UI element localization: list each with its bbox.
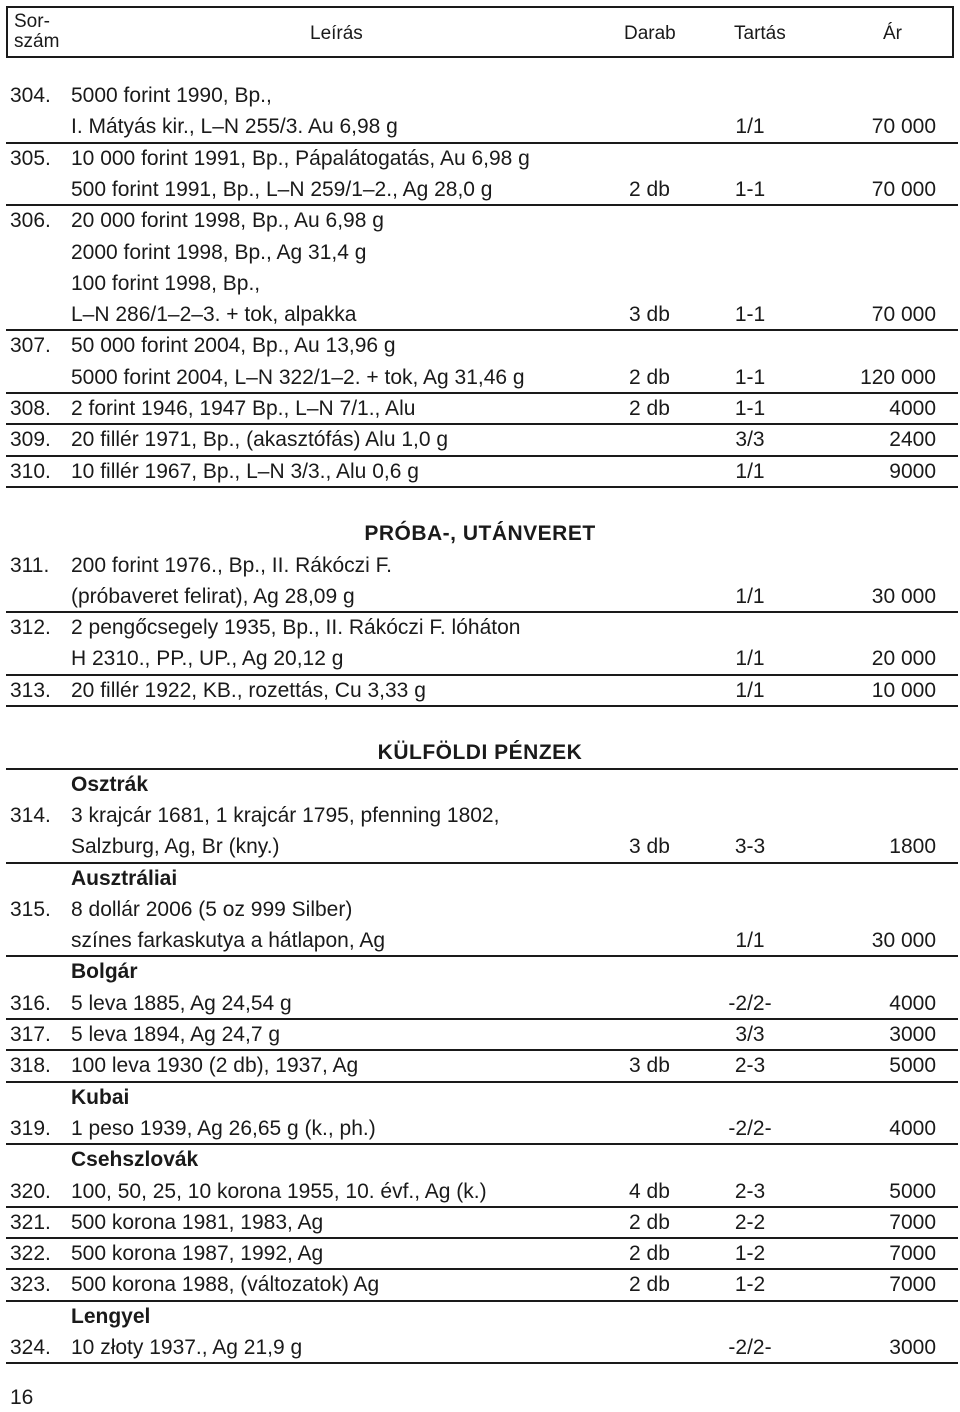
item-number: 319.: [10, 1116, 51, 1140]
item-condition: 2-3: [734, 1179, 766, 1203]
item-description: színes farkaskutya a hátlapon, Ag: [71, 929, 386, 953]
item-price: 70 000: [871, 177, 936, 201]
table-row: [0, 1019, 960, 1050]
row-separator: [6, 486, 958, 488]
item-condition: 1/1: [735, 459, 765, 483]
item-description: 3 krajcár 1681, 1 krajcár 1795, pfenning 1802,: [71, 803, 500, 827]
item-number: 309.: [10, 428, 51, 452]
item-price: 20 000: [871, 647, 936, 671]
item-condition: 1-1: [734, 177, 766, 201]
item-description: 20 000 forint 1998, Bp., Au 6,98 g: [71, 209, 384, 233]
item-price: 7000: [889, 1210, 936, 1234]
table-row: [0, 424, 960, 455]
item-number: 324.: [10, 1336, 51, 1359]
item-description: Salzburg, Ag, Br (kny.): [71, 835, 280, 859]
item-description: 2 forint 1946, 1947 Bp., L–N 7/1., Alu: [71, 397, 416, 420]
item-price: 70 000: [871, 303, 936, 327]
item-description: L–N 286/1–2–3. + tok, alpakka: [71, 303, 357, 327]
table-row: [0, 143, 960, 174]
country-heading: Lengyel: [71, 1304, 151, 1328]
item-description: 500 korona 1987, 1992, Ag: [71, 1242, 324, 1266]
item-description: (próbaveret felirat), Ag 28,09 g: [71, 584, 355, 608]
item-quantity: 3 db: [629, 835, 670, 859]
item-price: 7000: [889, 1273, 936, 1297]
country-heading: Ausztráliai: [71, 866, 178, 890]
item-quantity: 2 db: [629, 1210, 670, 1234]
item-number: 318.: [10, 1054, 51, 1078]
item-description: 100, 50, 25, 10 korona 1955, 10. évf., Ag (k.): [71, 1179, 487, 1203]
item-number: 312.: [10, 616, 51, 640]
item-condition: 1-1: [734, 303, 766, 327]
item-description: 2000 forint 1998, Bp., Ag 31,4 g: [71, 240, 367, 264]
table-row: [0, 1238, 960, 1269]
table-row: [0, 925, 960, 956]
row-separator: [6, 1081, 958, 1083]
item-condition: 1-2: [734, 1242, 766, 1266]
table-header: [6, 6, 954, 58]
item-number: 313.: [10, 678, 51, 702]
item-number: 323.: [10, 1273, 51, 1297]
item-number: 322.: [10, 1242, 51, 1266]
item-description: 20 fillér 1971, Bp., (akasztófás) Alu 1,0 g: [71, 428, 449, 452]
item-description: 20 fillér 1922, KB., rozettás, Cu 3,33 g: [71, 678, 426, 702]
item-condition: -2/2-: [728, 1336, 772, 1359]
item-price: 30 000: [871, 584, 936, 608]
item-condition: 1/1: [735, 115, 765, 139]
item-description: I. Mátyás kir., L–N 255/3. Au 6,98 g: [71, 115, 398, 139]
section-title-proba: PRÓBA-, UTÁNVERET: [364, 522, 596, 546]
country-heading: Kubai: [71, 1085, 130, 1109]
table-row: [0, 1332, 960, 1363]
item-price: 10 000: [871, 678, 936, 702]
table-row: [0, 268, 960, 299]
item-description: 8 dollár 2006 (5 oz 999 Silber): [71, 897, 353, 921]
item-number: 315.: [10, 897, 51, 921]
table-row: [0, 393, 960, 424]
item-description: 5 leva 1894, Ag 24,7 g: [71, 1023, 281, 1046]
item-quantity: 2 db: [629, 1273, 670, 1297]
item-price: 5000: [889, 1054, 936, 1078]
table-row: [0, 1176, 960, 1207]
item-price: 3000: [889, 1023, 936, 1046]
item-description: H 2310., PP., UP., Ag 20,12 g: [71, 647, 344, 671]
country-heading: Bolgár: [71, 960, 138, 984]
item-quantity: 3 db: [629, 1054, 670, 1078]
country-heading: Osztrák: [71, 772, 149, 796]
item-condition: 3-3: [734, 835, 766, 859]
table-row: [0, 80, 960, 111]
item-condition: 1/1: [735, 678, 765, 702]
item-price: 1800: [889, 835, 936, 859]
row-separator: [6, 705, 958, 707]
header-num-line-1: Sor-: [14, 11, 50, 32]
header-num: [14, 12, 74, 52]
header-quantity: Darab: [624, 23, 676, 44]
table-row: [0, 330, 960, 361]
item-condition: 1-1: [734, 397, 766, 420]
table-row: [0, 643, 960, 674]
item-description: 5 leva 1885, Ag 24,54 g: [71, 991, 292, 1015]
item-description: 100 leva 1930 (2 db), 1937, Ag: [71, 1054, 359, 1078]
table-row: [0, 894, 960, 925]
item-number: 317.: [10, 1023, 51, 1046]
item-number: 308.: [10, 397, 51, 420]
item-price: 70 000: [871, 115, 936, 139]
header-condition: Tartás: [734, 23, 786, 44]
item-price: 4000: [889, 991, 936, 1015]
table-row: [0, 362, 960, 393]
table-row: [0, 675, 960, 706]
page-number: 16: [10, 1386, 34, 1409]
item-price: 30 000: [871, 929, 936, 953]
table-row: [0, 831, 960, 862]
item-condition: 2-3: [734, 1054, 766, 1078]
item-number: 304.: [10, 84, 51, 107]
header-num-line-2: szám: [14, 31, 60, 52]
table-row: [0, 1050, 960, 1081]
item-number: 307.: [10, 334, 51, 358]
header-description: Leírás: [310, 23, 363, 44]
item-description: 500 korona 1981, 1983, Ag: [71, 1210, 324, 1234]
item-condition: -2/2-: [728, 991, 772, 1015]
table-row: [0, 988, 960, 1019]
item-quantity: 2 db: [629, 177, 670, 201]
item-condition: 1/1: [735, 584, 765, 608]
item-price: 2400: [889, 428, 936, 452]
item-price: 7000: [889, 1242, 936, 1266]
table-row: [0, 111, 960, 142]
item-number: 311.: [10, 553, 50, 577]
row-separator: [6, 955, 958, 957]
section-title-foreign: KÜLFÖLDI PÉNZEK: [377, 741, 583, 765]
item-price: 3000: [889, 1336, 936, 1359]
item-description: 10 fillér 1967, Bp., L–N 3/3., Alu 0,6 g: [71, 459, 419, 483]
row-separator: [6, 768, 958, 770]
item-description: 5000 forint 2004, L–N 322/1–2. + tok, Ag 31,46 g: [71, 365, 525, 389]
header-price: Ár: [883, 23, 902, 44]
item-quantity: 2 db: [629, 365, 670, 389]
item-condition: 1-2: [734, 1273, 766, 1297]
item-number: 314.: [10, 803, 51, 827]
table-row: [0, 456, 960, 487]
table-row: [0, 205, 960, 236]
item-description: 100 forint 1998, Bp.,: [71, 271, 261, 295]
item-number: 310.: [10, 459, 51, 483]
item-description: 500 forint 1991, Bp., L–N 259/1–2., Ag 28,0 g: [71, 177, 493, 201]
item-number: 316.: [10, 991, 51, 1015]
table-row: [0, 174, 960, 205]
table-row: [0, 550, 960, 581]
table-row: [0, 1113, 960, 1144]
item-price: 9000: [889, 459, 936, 483]
table-row: [0, 1207, 960, 1238]
item-quantity: 4 db: [629, 1179, 670, 1203]
item-number: 321.: [10, 1210, 51, 1234]
item-price: 4000: [889, 397, 936, 420]
item-price: 4000: [889, 1116, 936, 1140]
item-price: 120 000: [860, 365, 936, 389]
item-description: 200 forint 1976., Bp., II. Rákóczi F.: [71, 553, 392, 577]
item-number: 306.: [10, 209, 51, 233]
item-number: 320.: [10, 1179, 51, 1203]
item-condition: 3/3: [735, 1023, 765, 1046]
item-quantity: 2 db: [629, 397, 670, 420]
item-description: 10 000 forint 1991, Bp., Pápalátogatás, Au 6,98 g: [71, 146, 530, 170]
item-condition: 1/1: [735, 929, 765, 953]
item-number: 305.: [10, 146, 51, 170]
item-description: 5000 forint 1990, Bp.,: [71, 84, 272, 107]
country-heading: Csehszlovák: [71, 1148, 199, 1172]
item-condition: 3/3: [735, 428, 765, 452]
table-row: [0, 1269, 960, 1300]
item-price: 5000: [889, 1179, 936, 1203]
item-description: 500 korona 1988, (változatok) Ag: [71, 1273, 380, 1297]
table-row: [0, 612, 960, 643]
item-quantity: 3 db: [629, 303, 670, 327]
item-description: 10 złoty 1937., Ag 21,9 g: [71, 1336, 303, 1359]
table-row: [0, 800, 960, 831]
table-row: [0, 237, 960, 268]
table-row: [0, 581, 960, 612]
item-condition: 1/1: [735, 647, 765, 671]
item-condition: -2/2-: [728, 1116, 772, 1140]
item-quantity: 2 db: [629, 1242, 670, 1266]
item-condition: 2-2: [734, 1210, 766, 1234]
item-condition: 1-1: [734, 365, 766, 389]
item-description: 1 peso 1939, Ag 26,65 g (k., ph.): [71, 1116, 376, 1140]
table-row: [0, 299, 960, 330]
row-separator: [6, 1362, 958, 1364]
item-description: 2 pengőcsegely 1935, Bp., II. Rákóczi F. lóháton: [71, 616, 521, 640]
item-description: 50 000 forint 2004, Bp., Au 13,96 g: [71, 334, 396, 358]
